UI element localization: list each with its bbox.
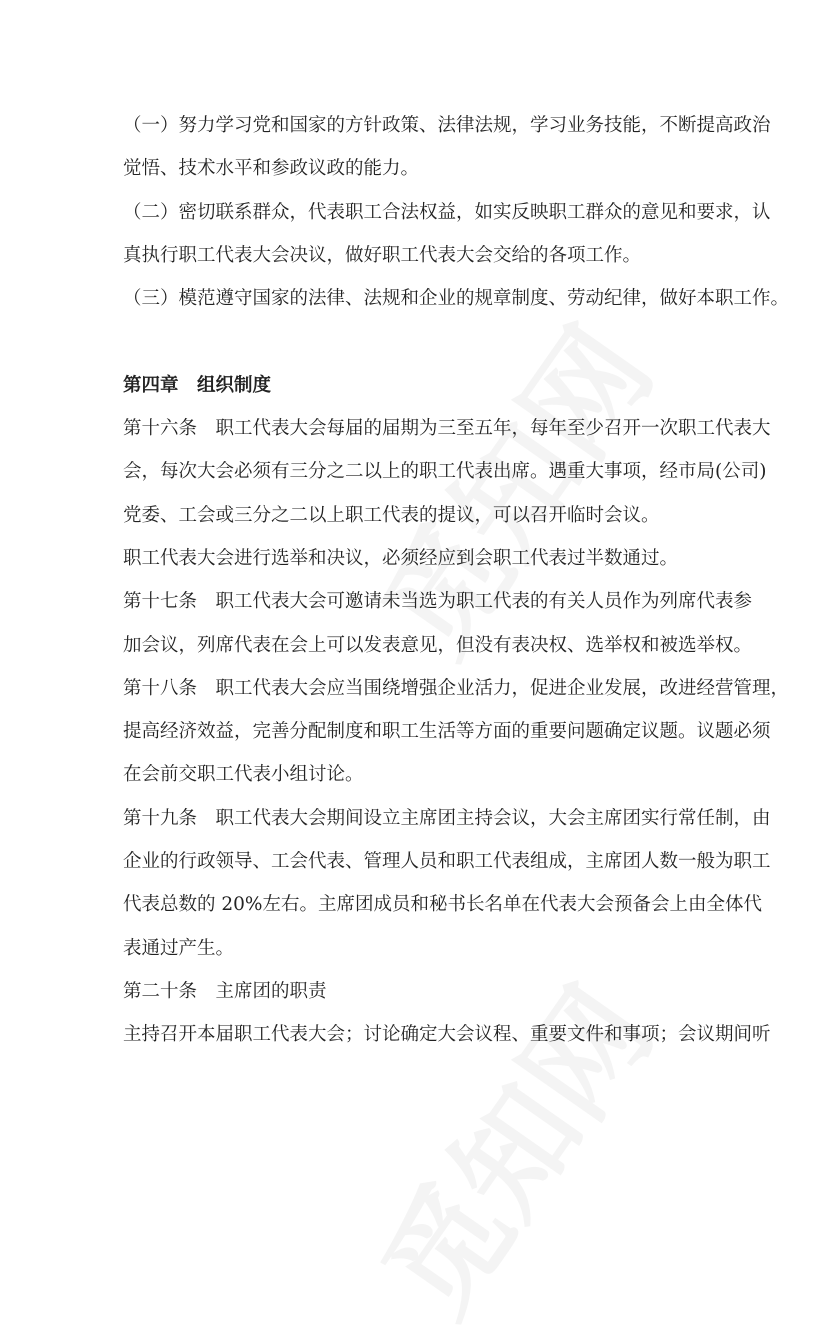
- paragraph-line: 觉悟、技术水平和参政议政的能力。: [123, 158, 420, 180]
- paragraph-line: 第十七条 职工代表大会可邀请未当选为职工代表的有关人员作为列席代表参: [123, 591, 753, 613]
- paragraph-line: 第十六条 职工代表大会每届的届期为三至五年，每年至少召开一次职工代表大: [123, 418, 771, 440]
- paragraph-line: （一）努力学习党和国家的方针政策、法律法规，学习业务技能，不断提高政治: [123, 115, 771, 136]
- paragraph-line: 党委、工会或三分之二以上职工代表的提议，可以召开临时会议。: [123, 504, 660, 526]
- blank-line: [123, 320, 709, 363]
- paragraph-line: （三）模范遵守国家的法律、法规和企业的规章制度、劳动纪律，做好本职工作。: [123, 288, 790, 310]
- paragraph-line: 真执行职工代表大会决议，做好职工代表大会交给的各项工作。: [123, 244, 642, 266]
- paragraph-line: 在会前交职工代表小组讨论。: [123, 764, 364, 786]
- paragraph-line: 表通过产生。: [123, 937, 235, 959]
- paragraph-line: 加会议，列席代表在会上可以发表意见，但没有表决权、选举权和被选举权。: [123, 634, 753, 656]
- paragraph-line: 第二十条 主席团的职责: [123, 980, 327, 1002]
- paragraph-line: 职工代表大会进行选举和决议，必须经应到会职工代表过半数通过。: [123, 547, 679, 569]
- document-page: [123, 104, 790, 1057]
- paragraph-line: 第十八条 职工代表大会应当围绕增强企业活力，促进企业发展，改进经营管理，: [123, 677, 790, 699]
- paragraph-line: （二）密切联系群众，代表职工合法权益，如实反映职工群众的意见和要求，认: [123, 201, 771, 223]
- paragraph-line: 提高经济效益，完善分配制度和职工生活等方面的重要问题确定议题。议题必须: [123, 721, 771, 743]
- chapter-heading: 第四章 组织制度: [123, 374, 272, 396]
- paragraph-line: 第十九条 职工代表大会期间设立主席团主持会议，大会主席团实行常任制，由: [123, 807, 771, 829]
- paragraph-line: 代表总数的 20%左右。主席团成员和秘书长名单在代表大会预备会上由全体代: [123, 894, 763, 916]
- paragraph-line: 会，每次大会必须有三分之二以上的职工代表出席。遇重大事项，经市局(公司): [123, 461, 767, 483]
- paragraph-line: 主持召开本届职工代表大会；讨论确定大会议程、重要文件和事项；会议期间听: [123, 1024, 771, 1046]
- paragraph-line: 企业的行政领导、工会代表、管理人员和职工代表组成，主席团人数一般为职工: [123, 851, 771, 873]
